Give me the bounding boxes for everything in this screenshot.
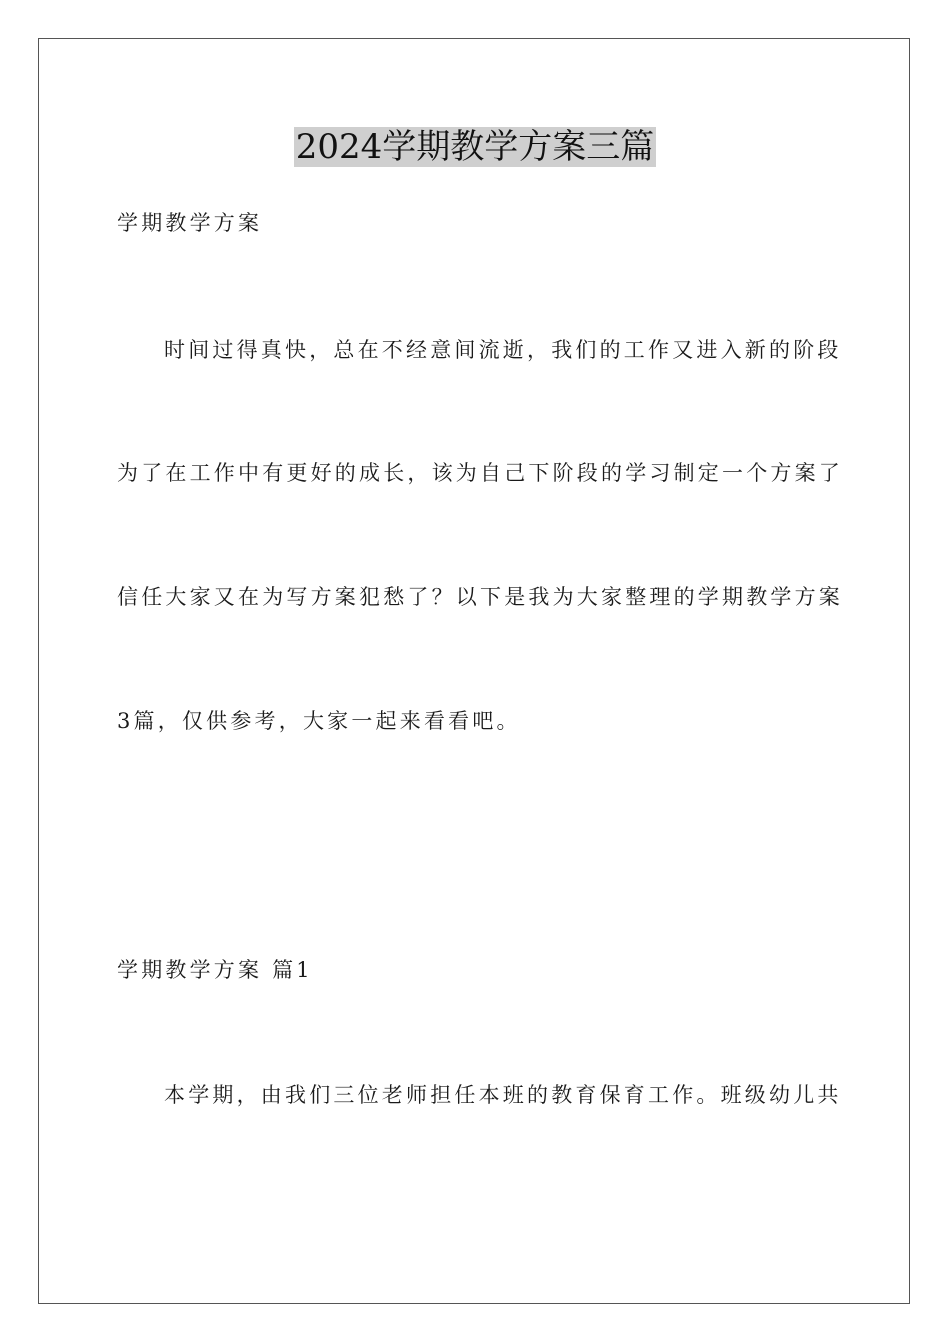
intro-line-2: 为了在工作中有更好的成长，该为自己下阶段的学习制定一个方案了: [117, 461, 843, 485]
intro-line-1: 时间过得真快，总在不经意间流逝，我们的工作又进入新的阶段: [164, 338, 842, 362]
intro-heading: 学期教学方案: [117, 211, 263, 235]
section-1-line-1: 本学期，由我们三位老师担任本班的教育保育工作。班级幼儿共: [164, 1083, 842, 1107]
section-1-heading: 学期教学方案 篇1: [117, 958, 313, 982]
title-container: [0, 127, 950, 167]
intro-line-3: 信任大家又在为写方案犯愁了？以下是我为大家整理的学期教学方案: [117, 585, 843, 609]
document-title: 2024学期教学方案三篇: [295, 127, 655, 167]
intro-line-4: 3篇，仅供参考，大家一起来看看吧。: [117, 709, 521, 733]
